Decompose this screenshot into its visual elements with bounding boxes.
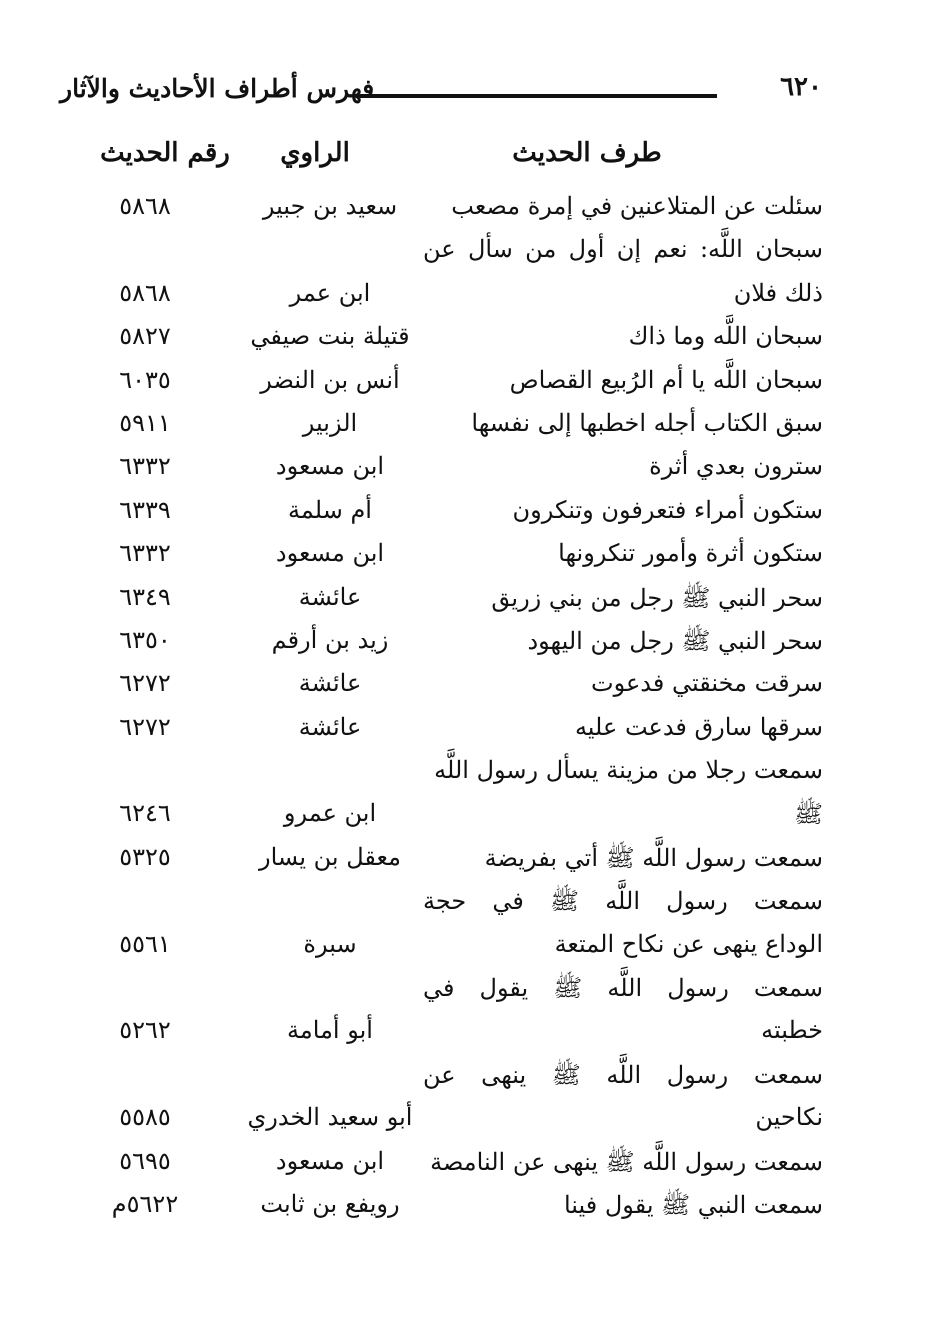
hadith-incipit: سمعت رسول اللَّه ﷺ ينهى عن	[423, 1060, 823, 1089]
hadith-incipit: سرقها سارق فدعت عليه	[574, 712, 823, 741]
index-row	[0, 492, 927, 535]
hadith-incipit: سمعت رسول اللَّه ﷺ أتي بفريضة	[484, 843, 823, 872]
index-row	[0, 405, 927, 448]
hadith-incipit: ذلك فلان	[733, 278, 823, 307]
header-rule	[360, 94, 717, 98]
hadith-number: ٦٢٧٢	[119, 712, 171, 741]
hadith-incipit: سحر النبي ﷺ رجل من بني زريق	[491, 583, 823, 612]
index-row	[0, 665, 927, 708]
index-row	[0, 362, 927, 405]
hadith-incipit: سرقت مخنقتي فدعوت	[590, 669, 823, 698]
index-row	[0, 1099, 927, 1142]
index-rows	[0, 188, 927, 1229]
index-row	[0, 752, 927, 795]
narrator-name: أبو سعيد الخدري	[247, 1103, 413, 1132]
column-header-hadith: طرف الحديث	[512, 138, 662, 168]
narrator-name: الزبير	[302, 408, 358, 437]
index-row	[0, 969, 927, 1012]
column-headers	[0, 138, 927, 178]
hadith-number: ٦٠٣٥	[119, 365, 171, 394]
page-header	[60, 72, 867, 112]
hadith-number: ٥٢٦٢	[119, 1016, 171, 1045]
column-header-narrator: الراوي	[280, 138, 350, 168]
hadith-incipit: سبحان اللَّه وما ذاك	[628, 322, 823, 351]
hadith-number: ٥٦٢٢م	[111, 1189, 179, 1218]
running-title: فهرس أطراف الأحاديث والآثار	[60, 74, 375, 103]
hadith-number: ٥٨٦٨	[119, 278, 171, 307]
narrator-name: أم سلمة	[288, 495, 372, 524]
index-row	[0, 1186, 927, 1229]
hadith-number: ٥٨٦٨	[119, 192, 171, 220]
narrator-name: معقل بن يسار	[259, 842, 401, 871]
hadith-number: ٦٣٣٩	[119, 495, 171, 524]
index-row	[0, 795, 927, 838]
narrator-name: عائشة	[298, 712, 362, 741]
index-row	[0, 275, 927, 318]
hadith-incipit: سحر النبي ﷺ رجل من اليهود	[527, 626, 823, 655]
hadith-number: ٦٣٤٩	[119, 582, 171, 611]
hadith-number: ٦٣٣٢	[119, 452, 171, 481]
narrator-name: سبرة	[303, 929, 357, 958]
hadith-number: ٥٣٢٥	[119, 842, 171, 871]
hadith-incipit: الوداع ينهى عن نكاح المتعة	[554, 929, 823, 958]
narrator-name: أنس بن النضر	[260, 365, 400, 394]
index-row	[0, 926, 927, 969]
hadith-number: ٦٢٤٦	[119, 799, 171, 828]
hadith-incipit: ﷺ	[794, 800, 823, 829]
index-row	[0, 1143, 927, 1186]
hadith-incipit: سمعت النبي ﷺ يقول فينا	[563, 1190, 823, 1219]
narrator-name: ابن مسعود	[275, 1146, 385, 1175]
hadith-incipit: سمعت رسول اللَّه ﷺ في حجة	[423, 887, 823, 916]
hadith-number: ٥٥٨٥	[119, 1103, 171, 1132]
column-header-number: رقم الحديث	[100, 138, 230, 168]
hadith-incipit: خطبته	[761, 1016, 823, 1045]
narrator-name: ابن عمرو	[283, 799, 377, 828]
narrator-name: سعيد بن جبير	[262, 192, 398, 220]
narrator-name: ابن مسعود	[275, 539, 385, 568]
narrator-name: قتيلة بنت صيفي	[250, 322, 410, 351]
index-row	[0, 839, 927, 882]
index-row	[0, 1056, 927, 1099]
hadith-number: ٦٣٥٠	[119, 625, 171, 654]
narrator-name: ابن مسعود	[275, 452, 385, 481]
hadith-number: ٥٦٩٥	[119, 1146, 171, 1175]
hadith-incipit: ستكون أمراء فتعرفون وتنكرون	[512, 495, 823, 524]
index-row	[0, 535, 927, 578]
index-row	[0, 188, 927, 231]
index-row	[0, 1012, 927, 1055]
hadith-incipit: سمعت رجلا من مزينة يسأل رسول اللَّه	[434, 756, 823, 785]
hadith-number: ٦٢٧٢	[119, 669, 171, 698]
narrator-name: زيد بن أرقم	[271, 625, 389, 654]
hadith-incipit: سبق الكتاب أجله اخطبها إلى نفسها	[471, 408, 823, 437]
narrator-name: أبو أمامة	[287, 1016, 373, 1045]
index-row	[0, 622, 927, 665]
hadith-incipit: ستكون أثرة وأمور تنكرونها	[558, 539, 823, 568]
hadith-incipit: سئلت عن المتلاعنين في إمرة مصعب	[451, 192, 823, 220]
hadith-incipit: سمعت رسول اللَّه ﷺ ينهى عن النامصة	[430, 1147, 823, 1176]
hadith-number: ٥٥٦١	[119, 929, 171, 958]
hadith-number: ٦٣٣٢	[119, 539, 171, 568]
index-row	[0, 709, 927, 752]
hadith-number: ٥٨٢٧	[119, 322, 171, 351]
narrator-name: عائشة	[298, 669, 362, 698]
index-row	[0, 882, 927, 925]
index-row	[0, 448, 927, 491]
page-number: ٦٢٠	[780, 72, 822, 102]
hadith-incipit: سبحان اللَّه يا أم الرُبيع القصاص	[509, 365, 823, 394]
hadith-incipit: سمعت رسول اللَّه ﷺ يقول في	[423, 974, 823, 1003]
narrator-name: عائشة	[298, 582, 362, 611]
index-row	[0, 579, 927, 622]
hadith-incipit: سبحان اللَّه: نعم إن أول من سأل عن	[423, 235, 823, 264]
hadith-incipit: نكاحين	[755, 1103, 823, 1132]
index-row	[0, 318, 927, 361]
index-row	[0, 231, 927, 274]
narrator-name: رويفع بن ثابت	[260, 1189, 400, 1218]
narrator-name: ابن عمر	[289, 278, 371, 307]
hadith-number: ٥٩١١	[119, 408, 171, 437]
hadith-incipit: سترون بعدي أثرة	[649, 452, 823, 481]
